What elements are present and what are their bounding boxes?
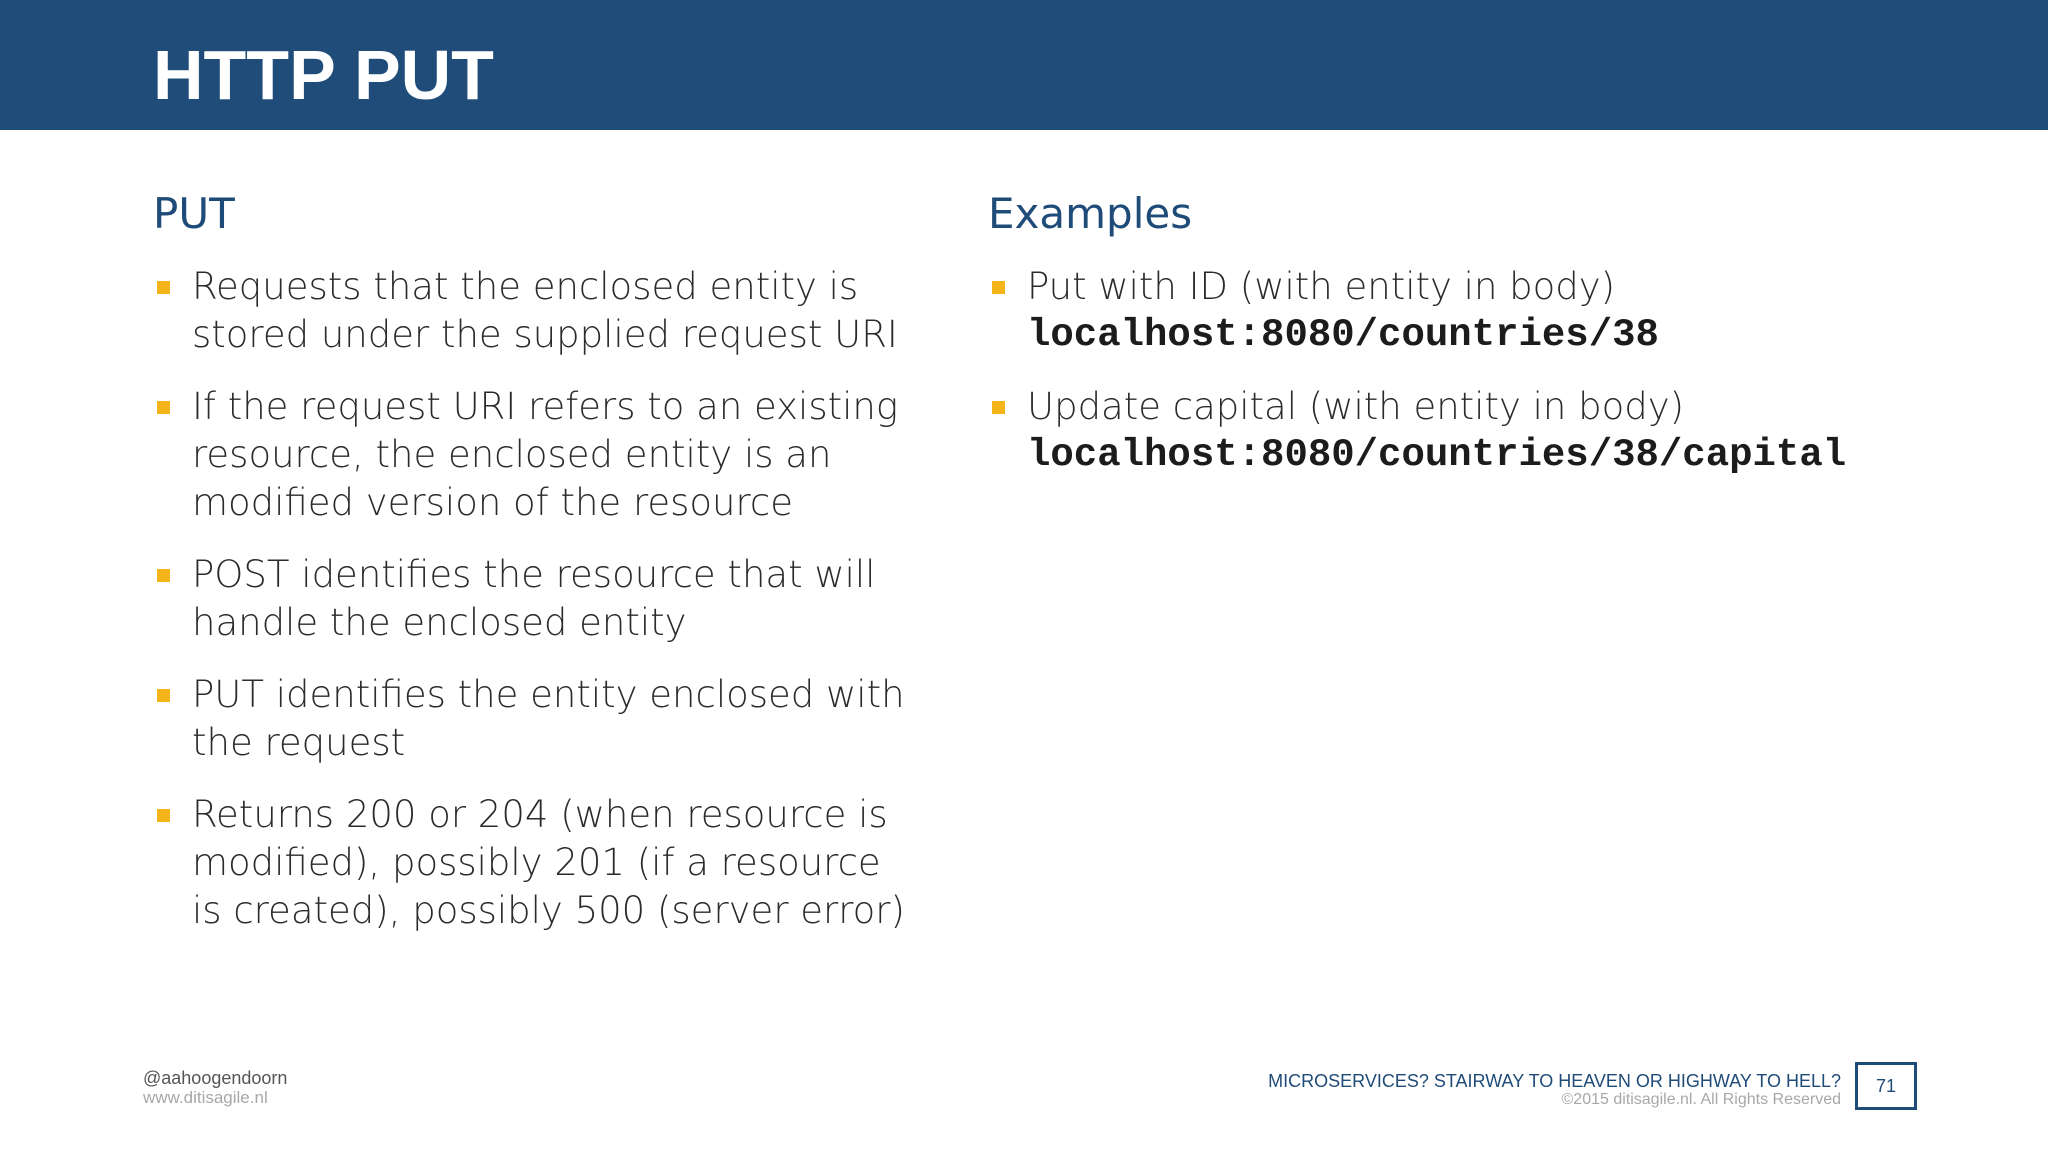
square-bullet-icon [992,281,1005,294]
left-column-heading: PUT [153,189,235,238]
example-url: localhost:8080/countries/38 [1027,313,1659,357]
right-column [988,185,1948,503]
bullet-item [153,551,913,647]
bullet-item [153,383,913,527]
square-bullet-icon [992,401,1005,414]
square-bullet-icon [157,809,170,822]
square-bullet-icon [157,689,170,702]
example-description: Put with ID (with entity in body) [1027,265,1616,308]
square-bullet-icon [157,401,170,414]
talk-title: MICROSERVICES? STAIRWAY TO HEAVEN OR HIGHWAY TO HELL? [1268,1071,1841,1091]
twitter-handle: @aahoogendoorn [143,1068,288,1088]
square-bullet-icon [157,281,170,294]
example-url: localhost:8080/countries/38/capital [1027,433,1847,477]
bullet-item [153,671,913,767]
left-bullet-list [153,263,913,935]
bullet-text: Requests that the enclosed entity is stored under the supplied request URI [192,265,898,356]
footer-author [143,1068,287,1107]
copyright-notice: ©2015 ditisagile.nl. All Rights Reserved [1561,1091,1841,1108]
example-item [988,263,1948,359]
bullet-item [153,263,913,359]
bullet-text: Returns 200 or 204 (when resource is modified), possibly 201 (if a resource is created), possibly 500 (server error) [192,793,905,932]
slide-title: HTTP PUT [153,36,494,114]
right-column-heading: Examples [988,189,1193,238]
footer-talk-info [1268,1071,1841,1109]
square-bullet-icon [157,569,170,582]
bullet-text: PUT identifies the entity enclosed with the request [192,673,905,764]
example-item [988,383,1948,479]
bullet-text: If the request URI refers to an existing resource, the enclosed entity is an modified version of the resource [192,385,899,524]
website-url: www.ditisagile.nl [143,1088,268,1107]
example-description: Update capital (with entity in body) [1027,385,1685,428]
right-bullet-list [988,263,1948,479]
bullet-text: POST identifies the resource that will handle the enclosed entity [192,553,876,644]
left-column [153,185,913,959]
page-number-badge: 71 [1855,1062,1917,1110]
bullet-item [153,791,913,935]
